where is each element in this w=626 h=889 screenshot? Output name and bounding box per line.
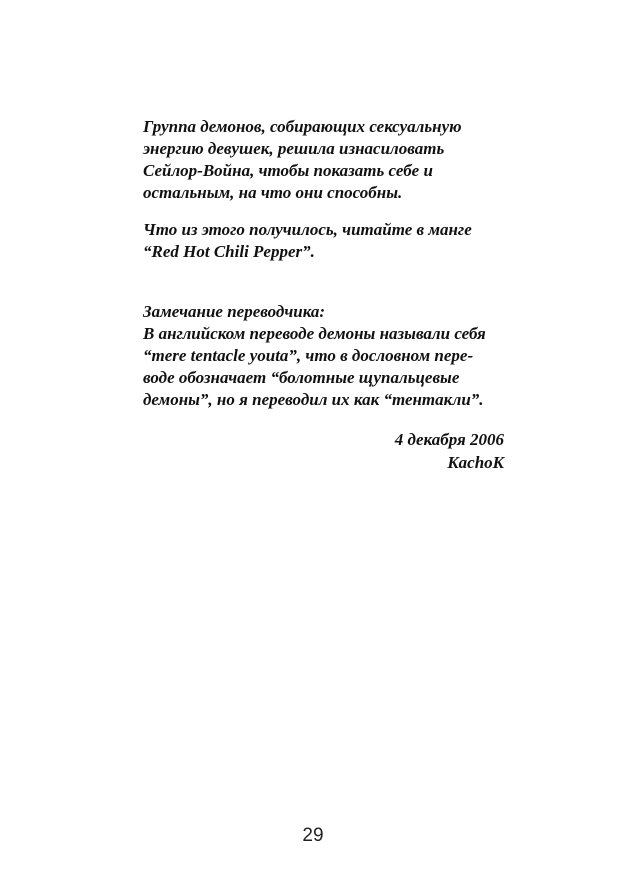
translator-note <box>143 301 486 411</box>
paragraph-manga-reference <box>143 219 472 263</box>
translator-note-heading: Замечание переводчика: <box>143 302 326 321</box>
paragraph-intro <box>143 116 462 204</box>
paragraph-line: Что из этого получилось, читайте в манге <box>143 220 472 239</box>
paragraph-line: Сейлор-Война, чтобы показать себе и <box>143 161 433 180</box>
paragraph-line: Группа демонов, собирающих сексуальную <box>143 117 462 136</box>
signature-block <box>395 428 504 474</box>
signature-date: 4 декабря 2006 <box>394 430 504 449</box>
paragraph-line: остальным, на что они способны. <box>143 183 403 202</box>
paragraph-line: воде обозначает “болотные щупальцевые <box>143 368 460 387</box>
signature-author: KachoK <box>447 453 504 472</box>
paragraph-line: демоны”, но я переводил их как “тентакли”. <box>143 390 484 409</box>
paragraph-line: “Red Hot Chili Pepper”. <box>143 242 315 261</box>
paragraph-line: “mere tentacle youta”, что в дословном пере- <box>143 346 474 365</box>
page-number: 29 <box>302 825 324 846</box>
paragraph-line: В английском переводе демоны называли себя <box>143 324 486 343</box>
paragraph-line: энергию девушек, решила изнасиловать <box>143 139 445 158</box>
